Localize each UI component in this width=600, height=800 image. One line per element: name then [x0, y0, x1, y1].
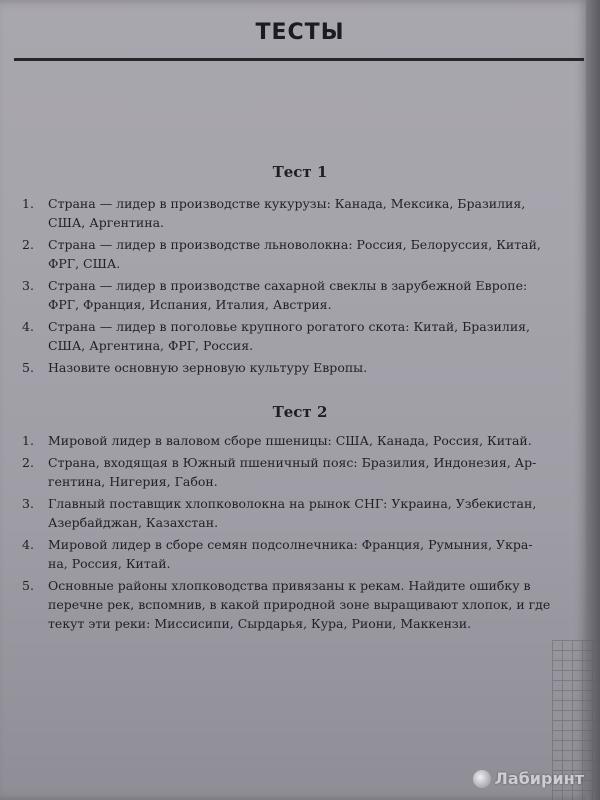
question-text-line: ФРГ, Франция, Испания, Италия, Австрия. [48, 297, 332, 312]
question-item [22, 453, 587, 491]
question-item [22, 276, 587, 314]
question-text-line: ФРГ, США. [48, 256, 121, 271]
question-text [48, 494, 587, 532]
question-item [22, 431, 587, 450]
labyrinth-logo-icon [473, 770, 491, 788]
watermark-logo [473, 769, 584, 788]
question-item [22, 535, 587, 573]
test1-title: Тест 1 [272, 163, 328, 181]
header-rule [14, 58, 584, 61]
question-text-line: Страна — лидер в производстве кукурузы: Канада, Мексика, Бразилия, [48, 196, 526, 211]
question-text [48, 358, 587, 377]
test2-list [22, 431, 587, 636]
question-text [48, 431, 587, 450]
question-text-line: Страна — лидер в производстве льноволокна: Россия, Белоруссия, Китай, [48, 237, 541, 252]
page-title: ТЕСТЫ [255, 20, 345, 45]
question-number: 4. [22, 319, 34, 334]
question-text [48, 235, 587, 273]
question-text-line: Назовите основную зерновую культуру Европы. [48, 360, 368, 375]
question-text-line: гентина, Нигерия, Габон. [48, 474, 218, 489]
question-text-line: Страна, входящая в Южный пшеничный пояс: Бразилия, Индонезия, Ар- [48, 455, 537, 470]
question-text-line: Мировой лидер в валовом сборе пшеницы: США, Канада, Россия, Китай. [48, 433, 532, 448]
question-text-line: США, Аргентина. [48, 215, 164, 230]
question-text-line: на, Россия, Китай. [48, 556, 171, 571]
question-item [22, 317, 587, 355]
question-text-line: Мировой лидер в сборе семян подсолнечника: Франция, Румыния, Укра- [48, 537, 533, 552]
question-item [22, 235, 587, 273]
question-number: 2. [22, 237, 34, 252]
question-text-line: текут эти реки: Миссисипи, Сырдарья, Кура, Риони, Маккензи. [48, 616, 472, 631]
question-text-line: Главный поставщик хлопковолокна на рынок СНГ: Украина, Узбекистан, [48, 496, 537, 511]
question-text [48, 194, 587, 232]
question-number: 2. [22, 455, 34, 470]
watermark-text: Лабиринт [494, 769, 584, 788]
question-item [22, 494, 587, 532]
question-text-line: Страна — лидер в производстве сахарной свеклы в зарубежной Европе: [48, 278, 528, 293]
question-number: 5. [22, 360, 34, 375]
question-number: 3. [22, 496, 34, 511]
question-text-line: США, Аргентина, ФРГ, Россия. [48, 338, 254, 353]
question-text [48, 535, 587, 573]
question-text-line: Основные районы хлопководства привязаны к рекам. Найдите ошибку в [48, 578, 531, 593]
question-text [48, 276, 587, 314]
test2-title: Тест 2 [272, 403, 328, 421]
question-number: 5. [22, 578, 34, 593]
question-text [48, 317, 587, 355]
question-item [22, 576, 587, 633]
question-number: 1. [22, 433, 34, 448]
question-text [48, 576, 587, 633]
question-text-line: Страна — лидер в поголовье крупного рогатого скота: Китай, Бразилия, [48, 319, 531, 334]
question-number: 1. [22, 196, 34, 211]
question-text-line: перечне рек, вспомнив, в какой природной зоне выращивают хлопок, и где [48, 597, 551, 612]
question-text [48, 453, 587, 491]
test1-list [22, 194, 587, 380]
question-item [22, 194, 587, 232]
question-text-line: Азербайджан, Казахстан. [48, 515, 219, 530]
question-number: 3. [22, 278, 34, 293]
question-number: 4. [22, 537, 34, 552]
question-item [22, 358, 587, 377]
